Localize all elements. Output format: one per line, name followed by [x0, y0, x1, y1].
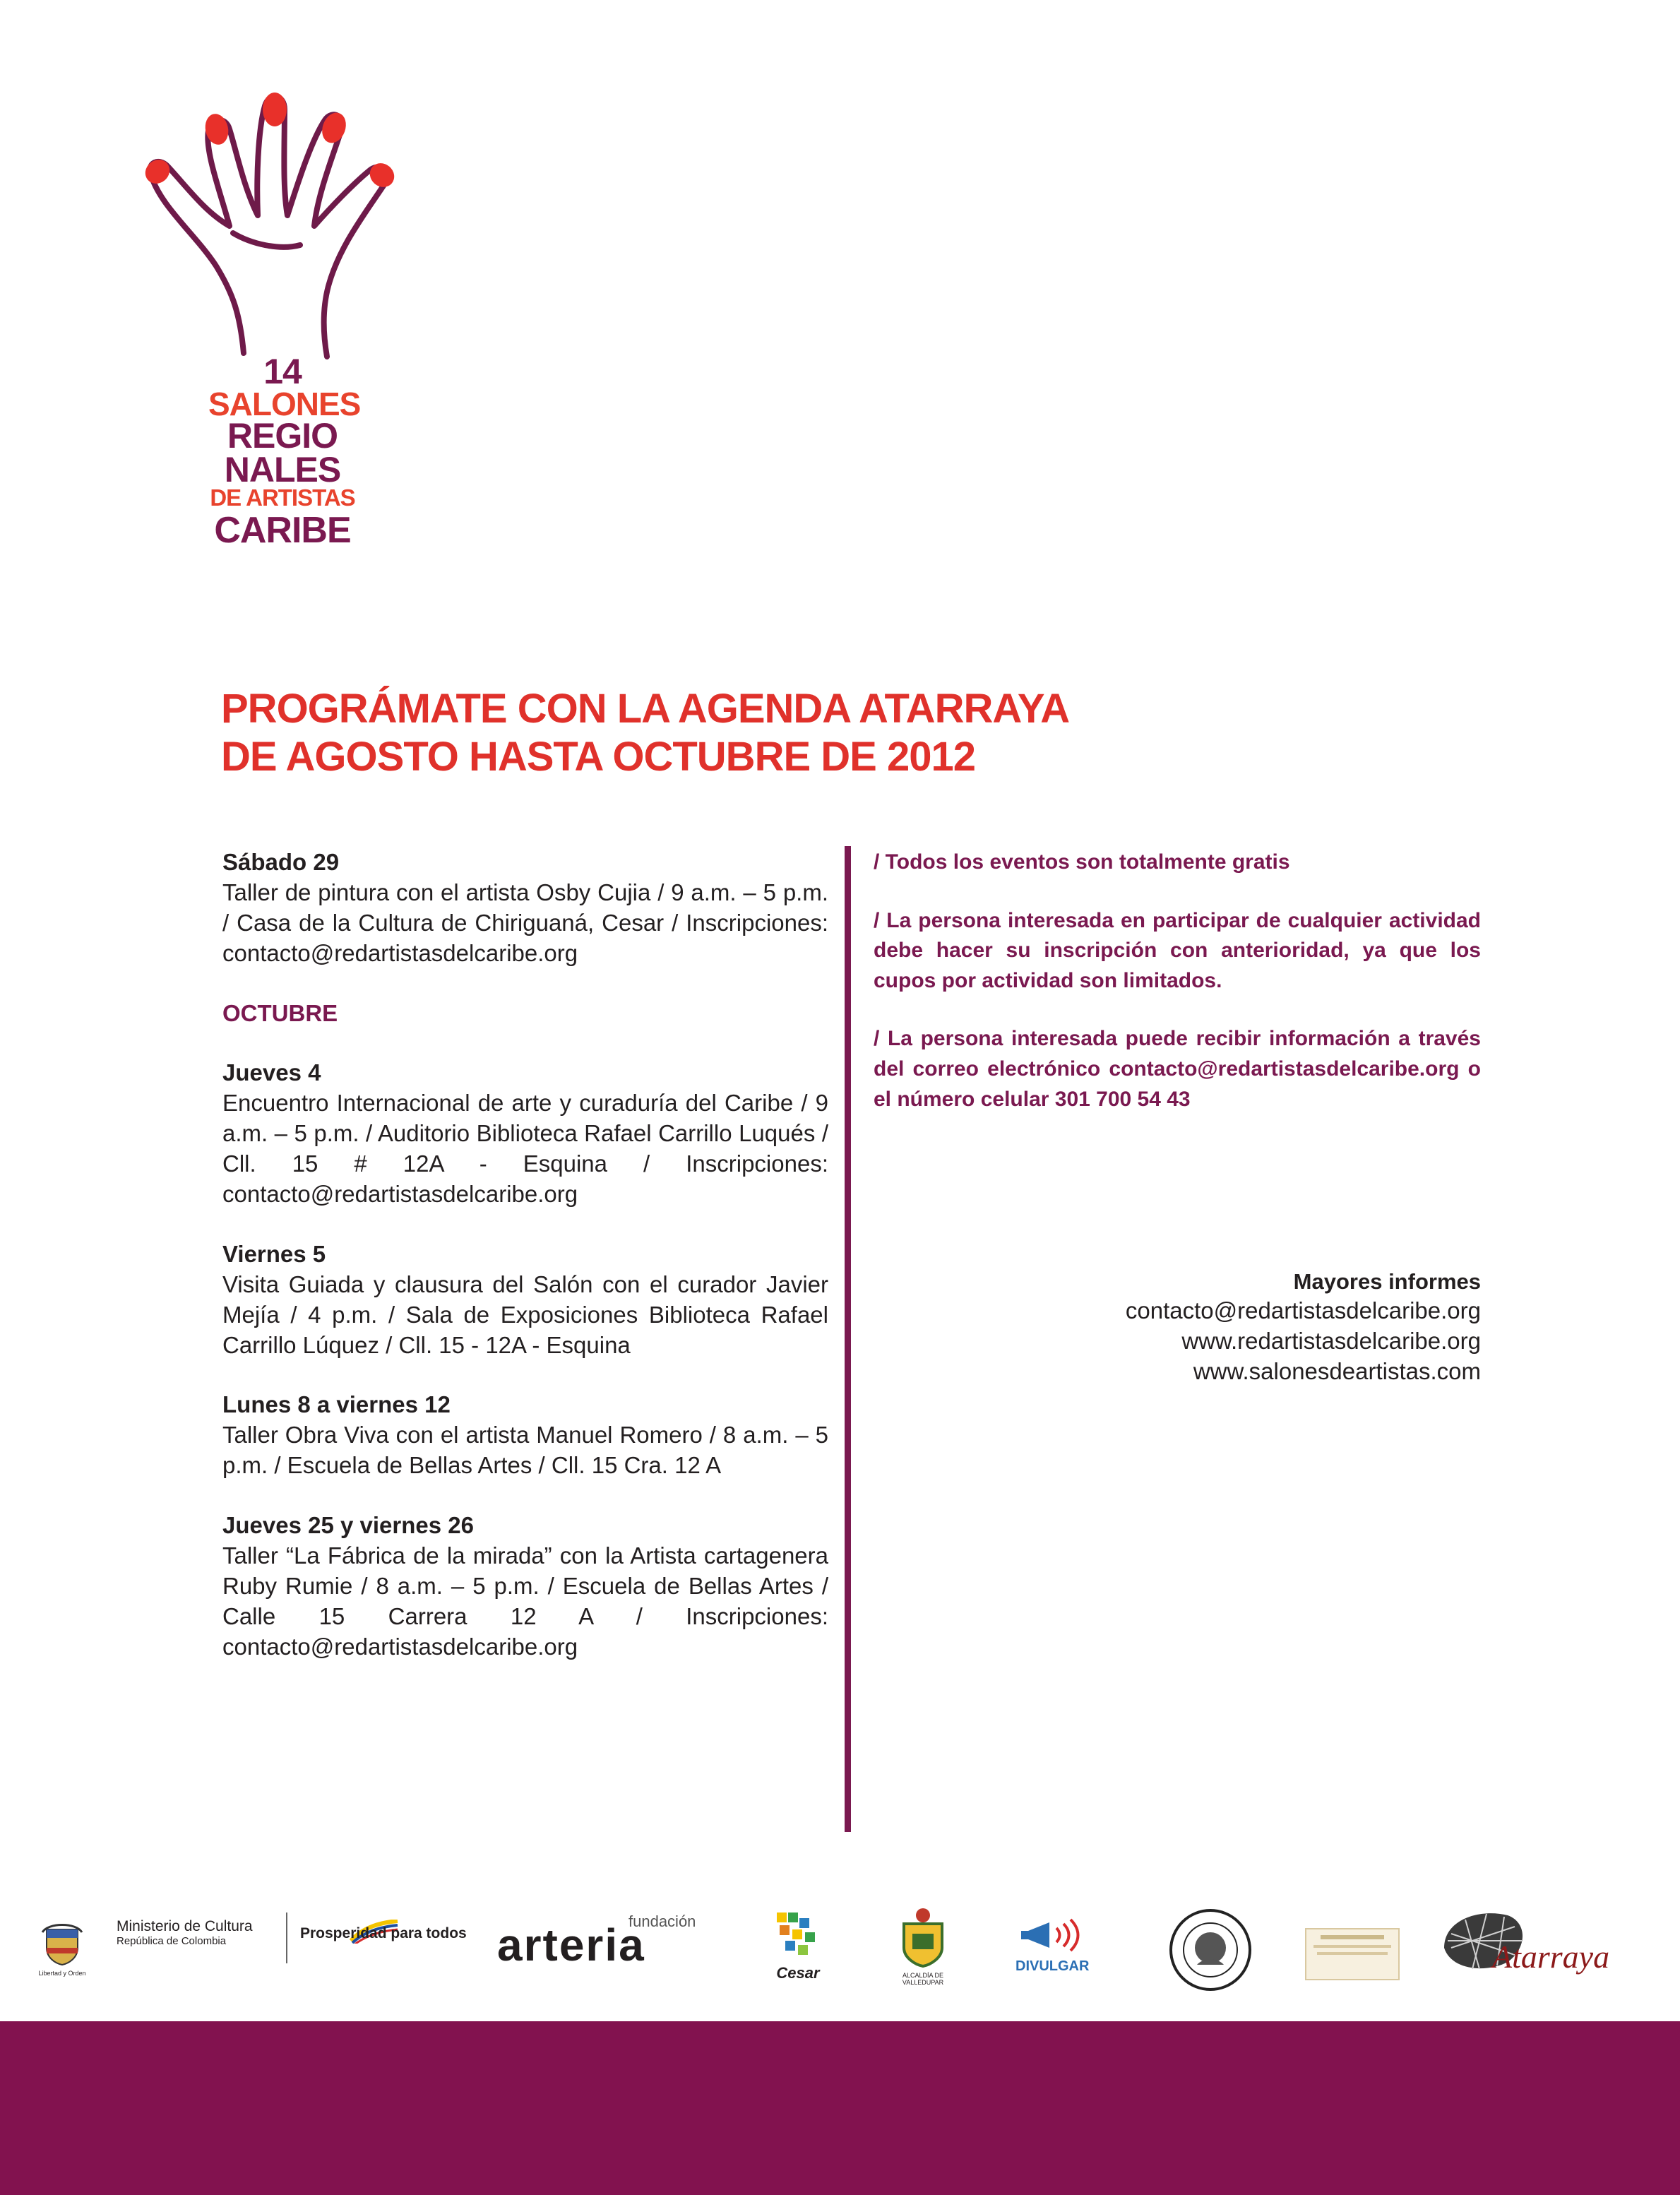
note-registration: / La persona interesada en participar de cualquier actividad debe hacer su inscripción con anterioridad, ya que los cupos por actividad son limitados. — [874, 908, 1481, 992]
banco-seal-icon — [1169, 1908, 1252, 1992]
sponsor-logos — [0, 1893, 1680, 2006]
event-item — [222, 1511, 828, 1662]
contact-email[interactable]: contacto@redartistasdelcaribe.org — [1125, 1297, 1481, 1324]
contact-website-2[interactable]: www.salonesdeartistas.com — [1193, 1358, 1481, 1385]
event-item — [222, 847, 828, 969]
ministerio-line-1: Ministerio de Cultura — [117, 1918, 253, 1934]
cesar-mosaic-icon — [770, 1908, 826, 1965]
event-date: Viernes 5 — [222, 1240, 326, 1267]
month-heading: OCTUBRE — [222, 999, 338, 1026]
logo-nales: NALES — [224, 449, 341, 489]
event-item — [222, 1390, 828, 1481]
salones-logo — [138, 81, 477, 604]
event-description: Taller de pintura con el artista Osby Cujia / 9 a.m. – 5 p.m. / Casa de la Cultura de Chiriguaná, Cesar / Inscripciones: contacto@redartistasdelcaribe.org — [222, 879, 828, 966]
fundacion-label: fundación — [628, 1913, 696, 1930]
libertad-label: Libertad y Orden — [38, 1970, 86, 1977]
event-date: Sábado 29 — [222, 849, 340, 875]
footer-band — [0, 2021, 1680, 2195]
event-description: Encuentro Internacional de arte y curaduría del Caribe / 9 a.m. – 5 p.m. / Auditorio Biblioteca Rafael Carrillo Luqués / Cll. 15 # 12A - Esquina / Inscripciones: contacto@redartistasdelcaribe.org — [222, 1090, 828, 1208]
atarraya-logo — [1437, 1905, 1649, 1990]
alcaldia-valledupar-logo — [884, 1905, 962, 1990]
event-date: Lunes 8 a viernes 12 — [222, 1391, 451, 1418]
arteria-logo — [494, 1913, 720, 1969]
logo-de-artistas: DE ARTISTAS — [210, 484, 355, 511]
atarraya-label: Atarraya — [1492, 1939, 1610, 1975]
event-item — [222, 1058, 828, 1209]
title-line-2: DE AGOSTO HASTA OCTUBRE DE 2012 — [221, 733, 975, 780]
megaphone-icon — [1015, 1917, 1093, 1953]
hand-icon — [138, 81, 477, 364]
event-date: Jueves 4 — [222, 1059, 321, 1086]
logo-number: 14 — [263, 352, 302, 391]
agenda-column — [222, 847, 828, 1692]
event-description: Taller Obra Viva con el artista Manuel Romero / 8 a.m. – 5 p.m. / Escuela de Bellas Artes / Cll. 15 Cra. 12 A — [222, 1422, 828, 1479]
cesar-logo — [770, 1908, 826, 1986]
divulgar-label: DIVULGAR — [1015, 1958, 1090, 1974]
notes-column — [874, 847, 1481, 1385]
logo-separator — [286, 1913, 287, 1963]
title-line-1: PROGRÁMATE CON LA AGENDA ATARRAYA — [221, 686, 1070, 732]
ministerio-line-2: República de Colombia — [117, 1935, 227, 1947]
arteria-label: arteria — [497, 1920, 645, 1970]
contact-block — [1126, 1268, 1481, 1387]
logo-salones: SALONES — [208, 385, 361, 422]
alcaldia-label: ALCALDÍA DE VALLEDUPAR — [902, 1972, 944, 1986]
logo-caribe: CARIBE — [214, 509, 351, 551]
ministerio-cultura-logo — [117, 1918, 286, 1947]
valledupar-shield-icon — [884, 1905, 962, 1969]
event-description: Taller “La Fábrica de la mirada” con la Artista cartagenera Ruby Rumie / 8 a.m. – 5 p.m. / Escuela de Bellas Artes / Calle 15 Carrera 12 A / Inscripciones: contacto@redartistasdelcaribe.org — [222, 1542, 828, 1660]
event-item — [222, 1239, 828, 1361]
institution-plaque-logo — [1305, 1928, 1400, 1980]
contact-title: Mayores informes — [1293, 1269, 1481, 1294]
coat-of-arms-icon — [38, 1922, 86, 1979]
note-free-events: / Todos los eventos son totalmente gratis — [874, 850, 1290, 874]
logo-regio: REGIO — [227, 416, 338, 456]
banco-republica-logo — [1169, 1908, 1252, 1992]
event-date: Jueves 25 y viernes 26 — [222, 1512, 474, 1539]
note-contact-info: / La persona interesada puede recibir información a través del correo electrónico contacto@redartistasdelcaribe.org o el número celular 301 700 54 43 — [874, 1027, 1481, 1111]
page-title — [221, 685, 1351, 781]
cesar-label: Cesar — [776, 1964, 820, 1982]
divulgar-logo — [1015, 1917, 1114, 1980]
logo-wordmark — [208, 352, 361, 551]
column-divider — [845, 846, 851, 1832]
contact-website-1[interactable]: www.redartistasdelcaribe.org — [1181, 1328, 1481, 1355]
prosperidad-label: Prosperidad para todos — [300, 1925, 467, 1941]
event-description: Visita Guiada y clausura del Salón con el curador Javier Mejía / 4 p.m. / Sala de Exposiciones Biblioteca Rafael Carrillo Lúquez / Cll. 15 - 12A - Esquina — [222, 1271, 828, 1358]
